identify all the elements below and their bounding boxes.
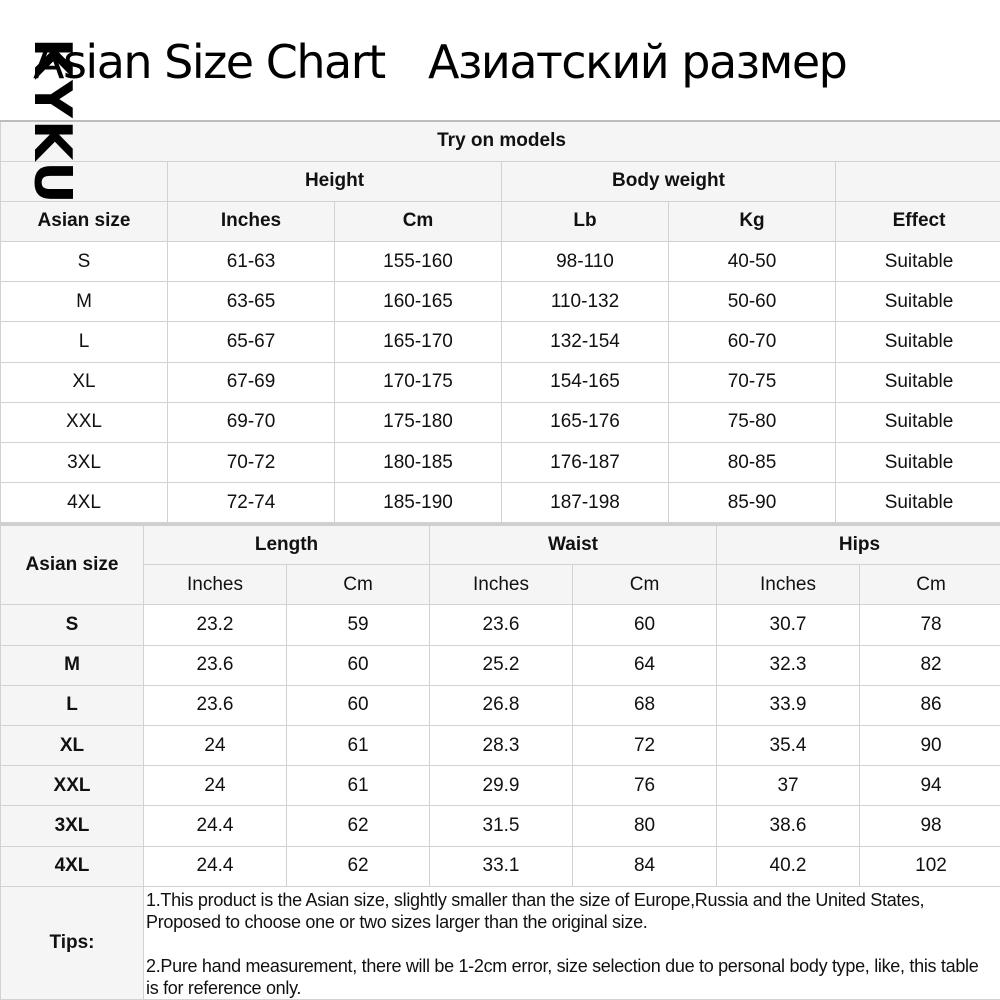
waist-inches-cell: 33.1 xyxy=(430,846,573,886)
table-row xyxy=(1,443,1000,483)
table-row xyxy=(1,282,1000,322)
size-cell: 3XL xyxy=(1,806,144,846)
brand-watermark-text: KYKU xyxy=(22,38,82,206)
size-cell: XL xyxy=(1,362,168,402)
waist-group-header: Waist xyxy=(430,525,717,565)
column-header-lb: Lb xyxy=(502,201,669,241)
length-inches-cell: 24 xyxy=(144,725,287,765)
length-cm-cell: 60 xyxy=(287,645,430,685)
tips-row xyxy=(1,886,1000,999)
weight-kg-cell: 80-85 xyxy=(669,443,836,483)
waist-cm-cell: 64 xyxy=(573,645,717,685)
hips-inches-cell: 30.7 xyxy=(717,605,860,645)
length-inches-cell: 23.2 xyxy=(144,605,287,645)
column-header-effect: Effect xyxy=(836,201,1000,241)
size-cell: L xyxy=(1,322,168,362)
subheader-waist-cm: Cm xyxy=(573,565,717,605)
length-inches-cell: 23.6 xyxy=(144,685,287,725)
effect-cell: Suitable xyxy=(836,443,1000,483)
length-inches-cell: 24 xyxy=(144,766,287,806)
weight-lb-cell: 98-110 xyxy=(502,242,669,282)
size-cell: XXL xyxy=(1,766,144,806)
length-cm-cell: 62 xyxy=(287,846,430,886)
height-inches-cell: 61-63 xyxy=(168,242,335,282)
column-header-inches: Inches xyxy=(168,201,335,241)
height-inches-cell: 67-69 xyxy=(168,362,335,402)
height-inches-cell: 69-70 xyxy=(168,402,335,442)
height-cm-cell: 175-180 xyxy=(335,402,502,442)
effect-cell: Suitable xyxy=(836,242,1000,282)
hips-cm-cell: 98 xyxy=(860,806,1000,846)
weight-kg-cell: 50-60 xyxy=(669,282,836,322)
hips-inches-cell: 32.3 xyxy=(717,645,860,685)
subheader-waist-inches: Inches xyxy=(430,565,573,605)
effect-cell: Suitable xyxy=(836,362,1000,402)
height-inches-cell: 63-65 xyxy=(168,282,335,322)
title-russian: Азиатский размер xyxy=(428,35,847,89)
tips-content xyxy=(144,886,1000,999)
brand-watermark xyxy=(22,38,82,206)
effect-cell: Suitable xyxy=(836,402,1000,442)
waist-inches-cell: 29.9 xyxy=(430,766,573,806)
table-row xyxy=(1,645,1000,685)
models-table-title: Try on models xyxy=(1,121,1000,161)
hips-inches-cell: 40.2 xyxy=(717,846,860,886)
size-cell: 4XL xyxy=(1,846,144,886)
table-row xyxy=(1,483,1000,523)
length-cm-cell: 62 xyxy=(287,806,430,846)
column-header-kg: Kg xyxy=(669,201,836,241)
table-row xyxy=(1,402,1000,442)
title-english: Asian Size Chart xyxy=(33,35,385,89)
effect-cell: Suitable xyxy=(836,282,1000,322)
size-cell: XL xyxy=(1,725,144,765)
body-weight-group-header: Body weight xyxy=(502,161,836,201)
tip-2: 2.Pure hand measurement, there will be 1-2cm error, size selection due to personal body type, like, this table is for reference only. xyxy=(146,955,979,998)
measurements-size-table xyxy=(0,523,1000,1000)
size-cell: XXL xyxy=(1,402,168,442)
waist-cm-cell: 60 xyxy=(573,605,717,645)
weight-lb-cell: 154-165 xyxy=(502,362,669,402)
height-cm-cell: 160-165 xyxy=(335,282,502,322)
table-row xyxy=(1,322,1000,362)
size-cell: L xyxy=(1,685,144,725)
height-cm-cell: 185-190 xyxy=(335,483,502,523)
size-cell: S xyxy=(1,605,144,645)
size-cell: S xyxy=(1,242,168,282)
waist-inches-cell: 28.3 xyxy=(430,725,573,765)
table-row xyxy=(1,605,1000,645)
weight-lb-cell: 165-176 xyxy=(502,402,669,442)
length-cm-cell: 61 xyxy=(287,725,430,765)
height-cm-cell: 180-185 xyxy=(335,443,502,483)
hips-cm-cell: 94 xyxy=(860,766,1000,806)
waist-cm-cell: 80 xyxy=(573,806,717,846)
length-cm-cell: 59 xyxy=(287,605,430,645)
length-inches-cell: 24.4 xyxy=(144,806,287,846)
hips-inches-cell: 35.4 xyxy=(717,725,860,765)
weight-kg-cell: 75-80 xyxy=(669,402,836,442)
subheader-length-cm: Cm xyxy=(287,565,430,605)
effect-cell: Suitable xyxy=(836,483,1000,523)
subheader-length-inches: Inches xyxy=(144,565,287,605)
tip-1: 1.This product is the Asian size, slightly smaller than the size of Europe,Russia and the United States, Proposed to choose one or two sizes larger than the original size. xyxy=(146,889,925,932)
hips-cm-cell: 90 xyxy=(860,725,1000,765)
subheader-hips-inches: Inches xyxy=(717,565,860,605)
table-row xyxy=(1,725,1000,765)
waist-cm-cell: 84 xyxy=(573,846,717,886)
hips-group-header: Hips xyxy=(717,525,1000,565)
waist-cm-cell: 76 xyxy=(573,766,717,806)
page-header xyxy=(0,30,1000,100)
length-cm-cell: 61 xyxy=(287,766,430,806)
length-inches-cell: 24.4 xyxy=(144,846,287,886)
empty-header-cell xyxy=(836,161,1000,201)
hips-inches-cell: 37 xyxy=(717,766,860,806)
hips-cm-cell: 78 xyxy=(860,605,1000,645)
hips-inches-cell: 33.9 xyxy=(717,685,860,725)
tips-label: Tips: xyxy=(1,886,144,999)
table-row xyxy=(1,685,1000,725)
length-inches-cell: 23.6 xyxy=(144,645,287,685)
effect-cell: Suitable xyxy=(836,322,1000,362)
height-cm-cell: 165-170 xyxy=(335,322,502,362)
column-header-cm: Cm xyxy=(335,201,502,241)
waist-cm-cell: 72 xyxy=(573,725,717,765)
waist-inches-cell: 26.8 xyxy=(430,685,573,725)
table-row xyxy=(1,846,1000,886)
height-inches-cell: 70-72 xyxy=(168,443,335,483)
weight-kg-cell: 60-70 xyxy=(669,322,836,362)
height-inches-cell: 72-74 xyxy=(168,483,335,523)
waist-cm-cell: 68 xyxy=(573,685,717,725)
height-group-header: Height xyxy=(168,161,502,201)
hips-cm-cell: 82 xyxy=(860,645,1000,685)
weight-lb-cell: 110-132 xyxy=(502,282,669,322)
waist-inches-cell: 25.2 xyxy=(430,645,573,685)
size-cell: 4XL xyxy=(1,483,168,523)
models-size-table xyxy=(0,120,1000,523)
weight-kg-cell: 85-90 xyxy=(669,483,836,523)
table-row xyxy=(1,806,1000,846)
length-group-header: Length xyxy=(144,525,430,565)
table-row xyxy=(1,362,1000,402)
weight-lb-cell: 176-187 xyxy=(502,443,669,483)
weight-lb-cell: 132-154 xyxy=(502,322,669,362)
column-header-asian-size: Asian size xyxy=(1,201,168,241)
weight-kg-cell: 40-50 xyxy=(669,242,836,282)
table-row xyxy=(1,766,1000,806)
size-cell: M xyxy=(1,282,168,322)
height-inches-cell: 65-67 xyxy=(168,322,335,362)
waist-inches-cell: 31.5 xyxy=(430,806,573,846)
hips-inches-cell: 38.6 xyxy=(717,806,860,846)
hips-cm-cell: 86 xyxy=(860,685,1000,725)
height-cm-cell: 170-175 xyxy=(335,362,502,402)
weight-lb-cell: 187-198 xyxy=(502,483,669,523)
column-header-asian-size: Asian size xyxy=(1,525,144,605)
subheader-hips-cm: Cm xyxy=(860,565,1000,605)
size-cell: M xyxy=(1,645,144,685)
height-cm-cell: 155-160 xyxy=(335,242,502,282)
size-cell: 3XL xyxy=(1,443,168,483)
table-row xyxy=(1,242,1000,282)
weight-kg-cell: 70-75 xyxy=(669,362,836,402)
length-cm-cell: 60 xyxy=(287,685,430,725)
waist-inches-cell: 23.6 xyxy=(430,605,573,645)
hips-cm-cell: 102 xyxy=(860,846,1000,886)
